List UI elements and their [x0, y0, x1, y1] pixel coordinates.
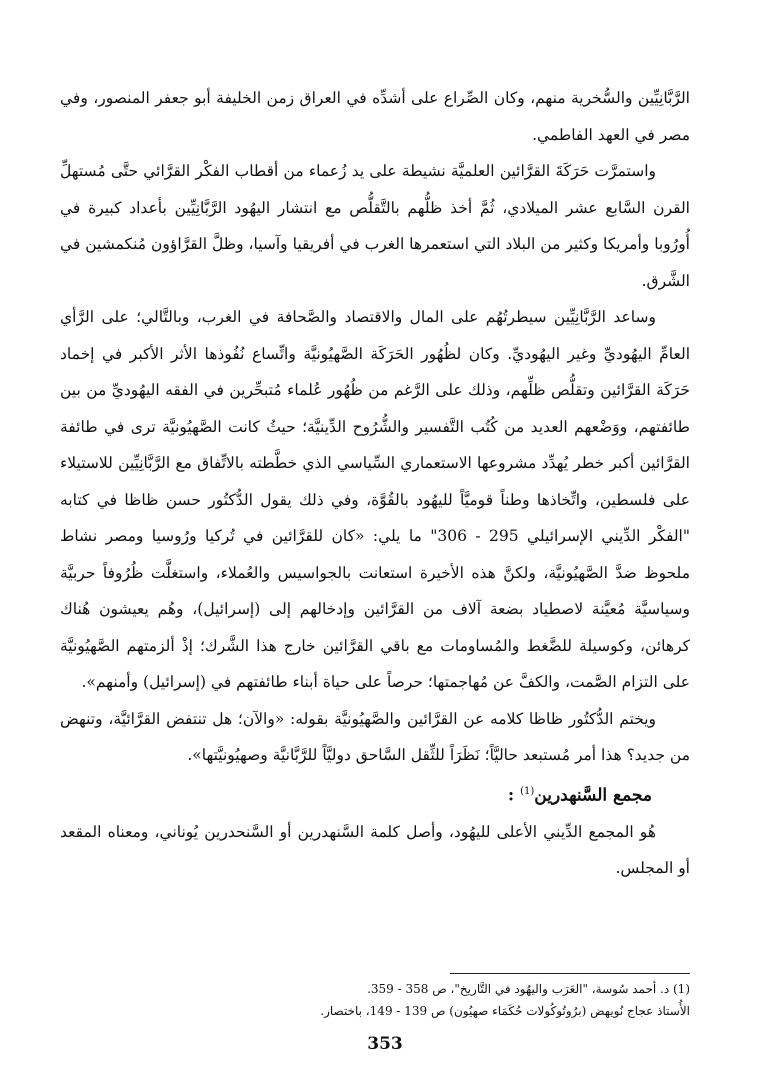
paragraph-3: وساعد الرَّبَّانِيِّين سيطرتُهُم على المال والاقتصاد والصَّحافة في الغرب، وبالتَّالي؛ على الرَّأي العامِّ اليهُوديِّ وغير اليهُوديِّ. وكان لظُهُور الحَرَكَة الصَّهيُونيَّة واتِّساع نُفُوذها الأثر الأكبر في إخماد حَرَكَة القرَّائين وتقلُّص ظلِّهم، وذلك على الرَّغم من ظُهُور عُلماء مُتبحِّرين في الفقه اليهُوديِّ من بين طائفتهم، ووَضْعهم العديد من كُتُب التَّفسير والشُّرُوح الدِّينيَّة؛ حيثُ كانت الصَّهيُونيَّة ترى في طائفة القرَّائين أكبر خطر يُهدِّد مشروعها الاستعماري السِّياسي الذي خطَّطته بالاتِّفاق مع الرَّبَّانِيِّين للاستيلاء على فلسطين، واتِّخاذها وطناً قوميَّاً لليهُود بالقُوَّة، وفي ذلك يقول الدُّكتُور حسن ظاظا في كتابه "الفكْر الدِّيني الإسرائيلي 295 - 306" ما يلي: «كان للقرَّائين في تُركيا ورُوسيا ومصر نشاط ملحوظ ضدَّ الصَّهيُونيَّة، ولكنَّ هذه الأخيرة استعانت بالجواسيس والعُملاء، واستغلَّت ظُرُوفاً حربيَّة وسياسيَّة مُعيَّنة لاصطياد بضعة آلاف من القرَّائين وإدخالهم إلى (إسرائيل)، وهُم يعيشون هُناك كرهائن، وكوسيلة للضَّغط والمُساومات مع باقي القرَّائين خارج هذا الشَّرك؛ إذْ ألزمتهم الصَّهيُونيَّة على التزام الصَّمت، والكفَّ عن مُهاجمتها؛ حرصاً على حياة أبناء طائفتهم في (إسرائيل) وأمنهم». [60, 308, 690, 691]
heading-colon: : [507, 785, 515, 806]
page-number: 353 [367, 1034, 403, 1054]
paragraph-1: الرَّبَّانِيِّين والسُّخرية منهم، وكان الصِّراع على أشدِّه في العراق زمن الخليفة أبو جعفر المنصور، وفي مصر في العهد الفاطمي. [60, 89, 690, 144]
footnotes [60, 978, 690, 1022]
paragraph-2: واستمرَّت حَرَكَةَ القرَّائين العلميَّة نشيطة على يد زُعماء من أقطاب الفكْر القرَّائي حتَّى مُستهلِّ القرن السَّابع عشر الميلادي، ثُمَّ أخذ ظلُّهم بالتَّقلُّص مع انتشار اليهُود الرَّبَّانِيِّين بأعداد كبيرة في أُورُوبا وأمريكا وكثير من البلاد التي استعمرها الغرب في أفريقيا وآسيا، وظلَّ القرَّاؤون مُنكمشين في الشَّرق. [60, 162, 690, 290]
footnote-marker: (1) [520, 785, 535, 797]
paragraph-4: ويختم الدُّكتُور ظاظا كلامه عن القرَّائين والصَّهيُونيَّة بقوله: «والآن؛ هل تنتفض القرَّائيَّة، وتنهض من جديد؟ هذا أمر مُستبعد حاليَّاً؛ نَظَرَاً للثِّقل السَّاحق دوليَّاً للرَّبَّانيَّة وصهيُونيَّتها». [60, 709, 690, 764]
paragraph-5: هُو المجمع الدِّيني الأعلى لليهُود، وأصل كلمة السَّنهدرين أو السَّنحدرين يُوناني، ومعناه المقعد أو المجلس. [60, 822, 690, 878]
footnote-1: (1) د. أحمد سُوسة، "العَرَب واليهُود في التَّاريخ"، ص 358 - 359. [367, 982, 690, 996]
footnote-divider [450, 973, 690, 974]
footnote-2: الأُستاذ عجاج نُويهض (برُوتُوكُولات حُكَمَاء صهيُون) ص 139 - 149، باختصار. [320, 1004, 690, 1018]
section-heading-text: مجمع السَّنهدرين [534, 785, 652, 806]
body-text [60, 80, 690, 887]
section-heading [60, 774, 690, 814]
